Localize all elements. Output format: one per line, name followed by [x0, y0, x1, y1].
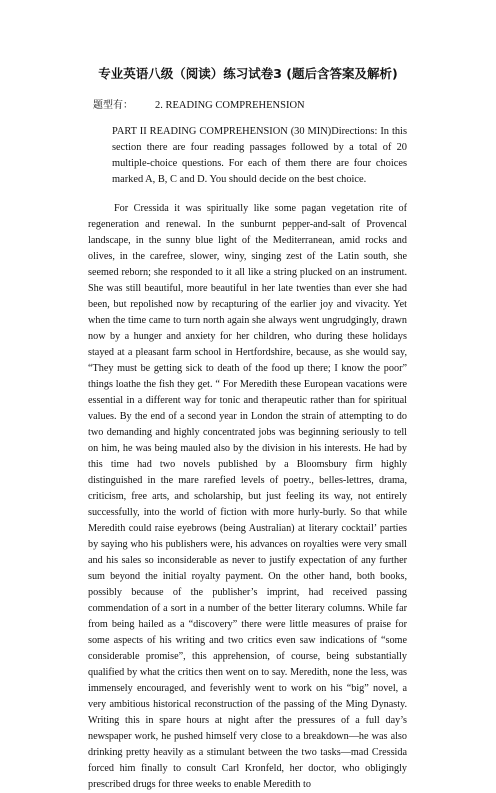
reading-passage: For Cressida it was spiritually like some pagan vegetation rite of regeneration and renewal. In the sunburnt pepper-and-salt of Provencal landscape, in the sunny blue light of the Mediterranean, amid rocks and olives, in the carefree, slower, winy, singing zest of the Latin south, she seemed reborn; she responded to it all like a string plucked on an instrument. She was still beautiful, more beautiful in her late twenties than ever she had been, but repolished now by recapturing of the earlier joy and vivacity. Yet when the time came to turn north again she always went ungrudgingly, drawn now by a hunger and anxiety for her children, who during these holidays stayed at a pleasant farm school in Hertfordshire, because, as she would say, “They must be getting sick to death of the food up there; I know the poor” things loathe the fish they get. “ For Meredith these European vacations were essential in a different way for tonic and therapeutic rather than for spiritual values. By the end of a second year in London the strain of attempting to do two demanding and highly concentrated jobs was beginning seriously to tell on him, he was being mauled also by the division in his interests. He had by this time had two novels published by a Bloomsbury firm highly distinguished in the mare rarefied levels of poetry., belles-lettres, drama, criticism, free arts, and scholarship, but just feeling its way, not entirely successfully, into the world of fiction with more hurly-burly. So that while Meredith could raise eyebrows (being Australian) at literary cocktail’ parties by saying who his publishers were, his advances on royalties were very small and his sales so inconsiderable as never to justify expectation of any further sum beyond the initial royalty payment. On the other hand, both books, possibly because of the publisher’s imprint, had received passing commendation of a sort in a number of the better literary columns. While far from being hailed as a “discovery” there were little measures of praise for some aspects of his writing and two critics even saw indications of “some considerable promise”, this apprehension, of course, being substantially qualified by what the critics then went on to say. Meredith, none the less, was immensely encouraged, and feverishly went to work on his “big” novel, a very ambitious historical reconstruction of the passing of the Ming Dynasty. Writing this in spare hours at night after the pressures of a full day’s newspaper work, he pushed himself very close to a breakdown—he was also drinking pretty heavily as a stimulant between the two tasks—mad Cressida forced him finally to consult Carl Kronfeld, her doctor, who obligingly prescribed drugs for three weeks to enable Meredith to	[88, 203, 407, 790]
document-title: 专业英语八级（阅读）练习试卷3 (题后含答案及解析)	[98, 66, 398, 81]
question-type-line	[93, 96, 305, 111]
question-type-value: 2. READING COMPREHENSION	[155, 100, 305, 111]
directions-paragraph	[88, 124, 407, 188]
directions-text: PART II READING COMPREHENSION (30 MIN)Directions: In this section there are four reading passages followed by a total of 20 multiple-choice questions. For each of them there are four choices marked A, B, C and D. You should decide on the best choice.	[112, 126, 407, 185]
question-type-label: 题型有：	[93, 100, 133, 111]
